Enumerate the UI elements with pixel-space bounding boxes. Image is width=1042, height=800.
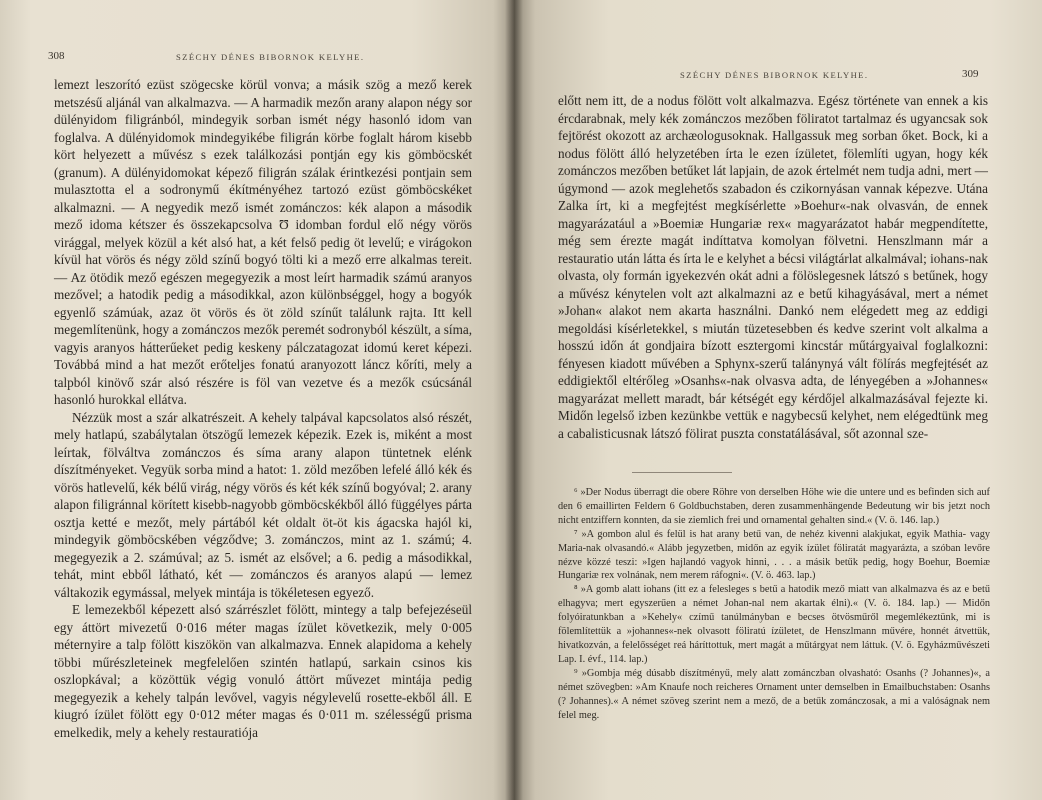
footnote-6: ⁶ »Der Nodus überragt die obere Röhre von derselben Höhe wie die untere und es befinden sich auf den 6 emaillirten Feldern 6 Goldbuchstaben, deren zusammenhängende Bedeutung wir bis jetzt noch nicht entziffern konnten, da sie ziemlich frei und ornamental gehalten sind.« (V. ö. 146. lap.) [558,487,990,526]
footnotes [558,486,990,722]
left-page [0,0,514,800]
footnote-8: ⁸ »A gomb alatt iohans (itt ez a felesleges s betű a hatodik mező miatt van alkalmazva és az e betű elhagyva; mert egyszerűen a német Johan-nal nem akartak élni).« (V. ö. 184. lap.) — Midőn folyóiratunkban a »Kehely« czímű tanúlmányban e becses ötvösműről megemlékeztünk, mi is fölemlítettük a »johannes«-nek olvasott föliratú ízületet, de Henszlmann művére, honnét átvettük, hivatkozván, a felelősséget reá háríttottuk, mert magát a műtárgyat nem láttuk. (V. ö. Egyházművészeti Lap. I. évf., 114. lap.) [558,584,990,665]
right-paragraph-1: előtt nem itt, de a nodus fölött volt alkalmazva. Egész története van ennek a kis ércdarabnak, mely kék zománczos mezőben föliratot tartalmaz és ugyancsak sok fejtörést okozott az archæologusoknak. Hallgassuk meg sorban őket. Bock, ki a nodus fölött álló helyzetében írta le ezen ízületet, fölemlíti ugyan, hogy kék zománczos mezőben betűket lát lapjain, de azok értelmét nem tudja adni, mert — úgymond — azok meglehetős szabadon és czikornyásan vannak képezve. Utána Zalka írt, ki a megfejtést megkísérlette »Boehur«-nak olvasván, de ennek magyarázatául a »Boemiæ Hungariæ rex« magyarázatot habár megpendítette, még sem érezte magát indíttatva komolyan fölvetni. Henszlmann már a restauratio után látta és írta le e kelyhet a bécsi világtárlat alkalmával; iohans-nak olvasta, oly formán igyekezvén okát adni a fölöslegesnek látszó s betűnek, hogy a művész kénytelen volt azt alkalmazni az e betű kihagyásával, mert a német »Johan« alakot nem akarta használni. Dankó nem elégedett meg az eddigi megoldási kísérletekkel, s miután tüzetesebben és kedve szerint volt alkalma a hosszú időn át gondjaira bízott esztergomi kincstár műtárgyaival foglalkozni: fényesen kiadott művében a Sphynx-szerű talánynyá vált fölírás megfejtését az eddigiektől eltérőleg »Osanhs«-nak olvasva adta, de lényegében a »Johannes« magyarázat mellett maradt, bár kétségét egy kérdőjel alkalmazásával fejezte ki. Midőn legelső izben kezünkbe vettük e nagybecsű kelyhet, nem elégedtünk meg a cabalisticusnak látszó fölirat puszta constatálásával, sőt azonnal sze- [558,93,988,441]
left-body-text [54,76,472,741]
book-gutter [505,0,523,800]
left-paragraph-3: E lemezekből képezett alsó szárrészlet fölött, mintegy a talp befejezéseül egy áttört mivezetű 0·016 méter magas ízület következik, mely 0·005 méternyire a talp fölött kiszökön van alkalmazva. Ennek alapidoma a kehely többi műrészleteinek megfelelően szintén hatlapú, sarkain csinos kis oszlopkával; a közöttük végig vonuló áttört művezet mintája pedig megegyezik a kehely talpán levővel, vagyis négylevelű rosette-ekből áll. E kiugró ízület fölött egy 0·012 méter magas és 0·011 m. szélességű prisma emelkedik, mely a kehely restauratiója [54,602,472,740]
left-paragraph-1: lemezt leszorító ezüst szögecske körül vonva; a másik szög a mező kerek metszésű aljánál van alkalmazva. — A harmadik mezőn arany alapon négy sor dülényidom filigránból, mindegyik sorban ismét négy hasonló idom van foglalva. A dülényidomok mindegyikébe filigrán körbe foglalt három kisebb kört helyezett a művész s ezek találkozási pontján egy kis gömböcskét (granum). A dülényidomokat képező filigrán szálak érintkezési pontjain sem mulasztotta el a sodronymű ékítményéhez tartozó ezüst gömböcskéket alkalmazni. — A negyedik mező ismét zománczos: kék alapon a második mező idoma kétszer és összekapcsolva Ʊ idomban fordul elő négy vörös virággal, melyek közül a két alsó hat, a két felső pedig öt levelű; e virágokon kívül hat vörös és négy zöld színű bogyó tölti ki a mező erre alkalmas tereit. — Az ötödik mező egészen megegyezik a most leírt harmadik számú aranyos mezővel; a hatodik pedig a másodikkal, azon különbséggel, hogy a bogyók egyenlő számúak, azaz öt vörös és öt zöld színűt találunk rajta. Itt kell megemlítenünk, hogy a zománczos mezők peremét sodronyból készült, a síma, vagyis aranyos hátterűeket pedig keskeny pálczatagozat idomú keret képezi. Továbbá mind a hat mezőt erőteljes fonatú aranyozott láncz kőríti, mely a talpból kinövő szár alsó részére is föl van vezetve és a mezők csúcsánál hasonló hurokkal ellátva. [54,77,472,407]
right-body-text [558,92,988,442]
right-page-number: 309 [962,68,979,80]
left-paragraph-2: Nézzük most a szár alkatrészeit. A kehely talpával kapcsolatos alsó részét, mely hatlapú, szabálytalan ötszögű lemezek képezik. Ezek is, miként a most leírtak, fölváltva zománczos és síma arany alapon tüntetnek elénk díszítményeket. Vegyük sorba mind a hatot: 1. zöld mezőben lefelé álló kék és vörös hatlevelű, kék bélű virág, négy vörös és két kék színű bogyóval; 2. arany alapon filigránnal körített kisebb-nagyobb gömböcskékből álló függélyes párta osztja ketté e mezőt, mely pártából két oldalt öt-öt kis ágacska hajól ki, mindegyik gömböcskében végződve; 3. zománczos, mint az 1. számú; 4. megegyezik a 2. számúval; az 5. ismét az elsővel; a 6. pedig a másodikkal, tehát, mint ebből látható, két — zománczos és aranyos alapú — lemez váltakozik egymással, melyek mintája is tökéletesen egyező. [54,409,472,600]
right-page [514,0,1042,800]
footnote-rule [632,472,732,473]
footnote-9: ⁹ »Gombja még dúsabb díszítményű, mely alatt zománczban olvasható: Osanhs (? Johannes)«, a német szövegben: »Am Knaufe noch reicheres Ornament unter demselben in Emailbuchstaben: Osanhs (? Johannes).« A német szöveg szerint nem a mező, de a betűk zománczosak, a mi a valóságnak nem felel meg. [558,667,990,721]
left-page-number: 308 [48,50,65,62]
footnote-7: ⁷ »A gombon alul és felül is hat arany betű van, de nehéz kivenni alakjukat, egyik Mathia- vagy Maria-nak olvasandó.« Alább jegyzetben, midőn az egyik ízület föliratát magyarázta, a szóban levőre nézve közzé teszi: »Igen hajlandó vagyok hinni, . . . a másik betűk pedig, hogy Boehur, Boemiæ Hungariæ rex volnának, nem merem ráfogni«. (V. ö. 463. lap.) [558,528,990,582]
left-running-head: SZÉCHY DÉNES BIBORNOK KELYHE. [176,52,365,62]
right-running-head: SZÉCHY DÉNES BIBORNOK KELYHE. [680,70,869,80]
